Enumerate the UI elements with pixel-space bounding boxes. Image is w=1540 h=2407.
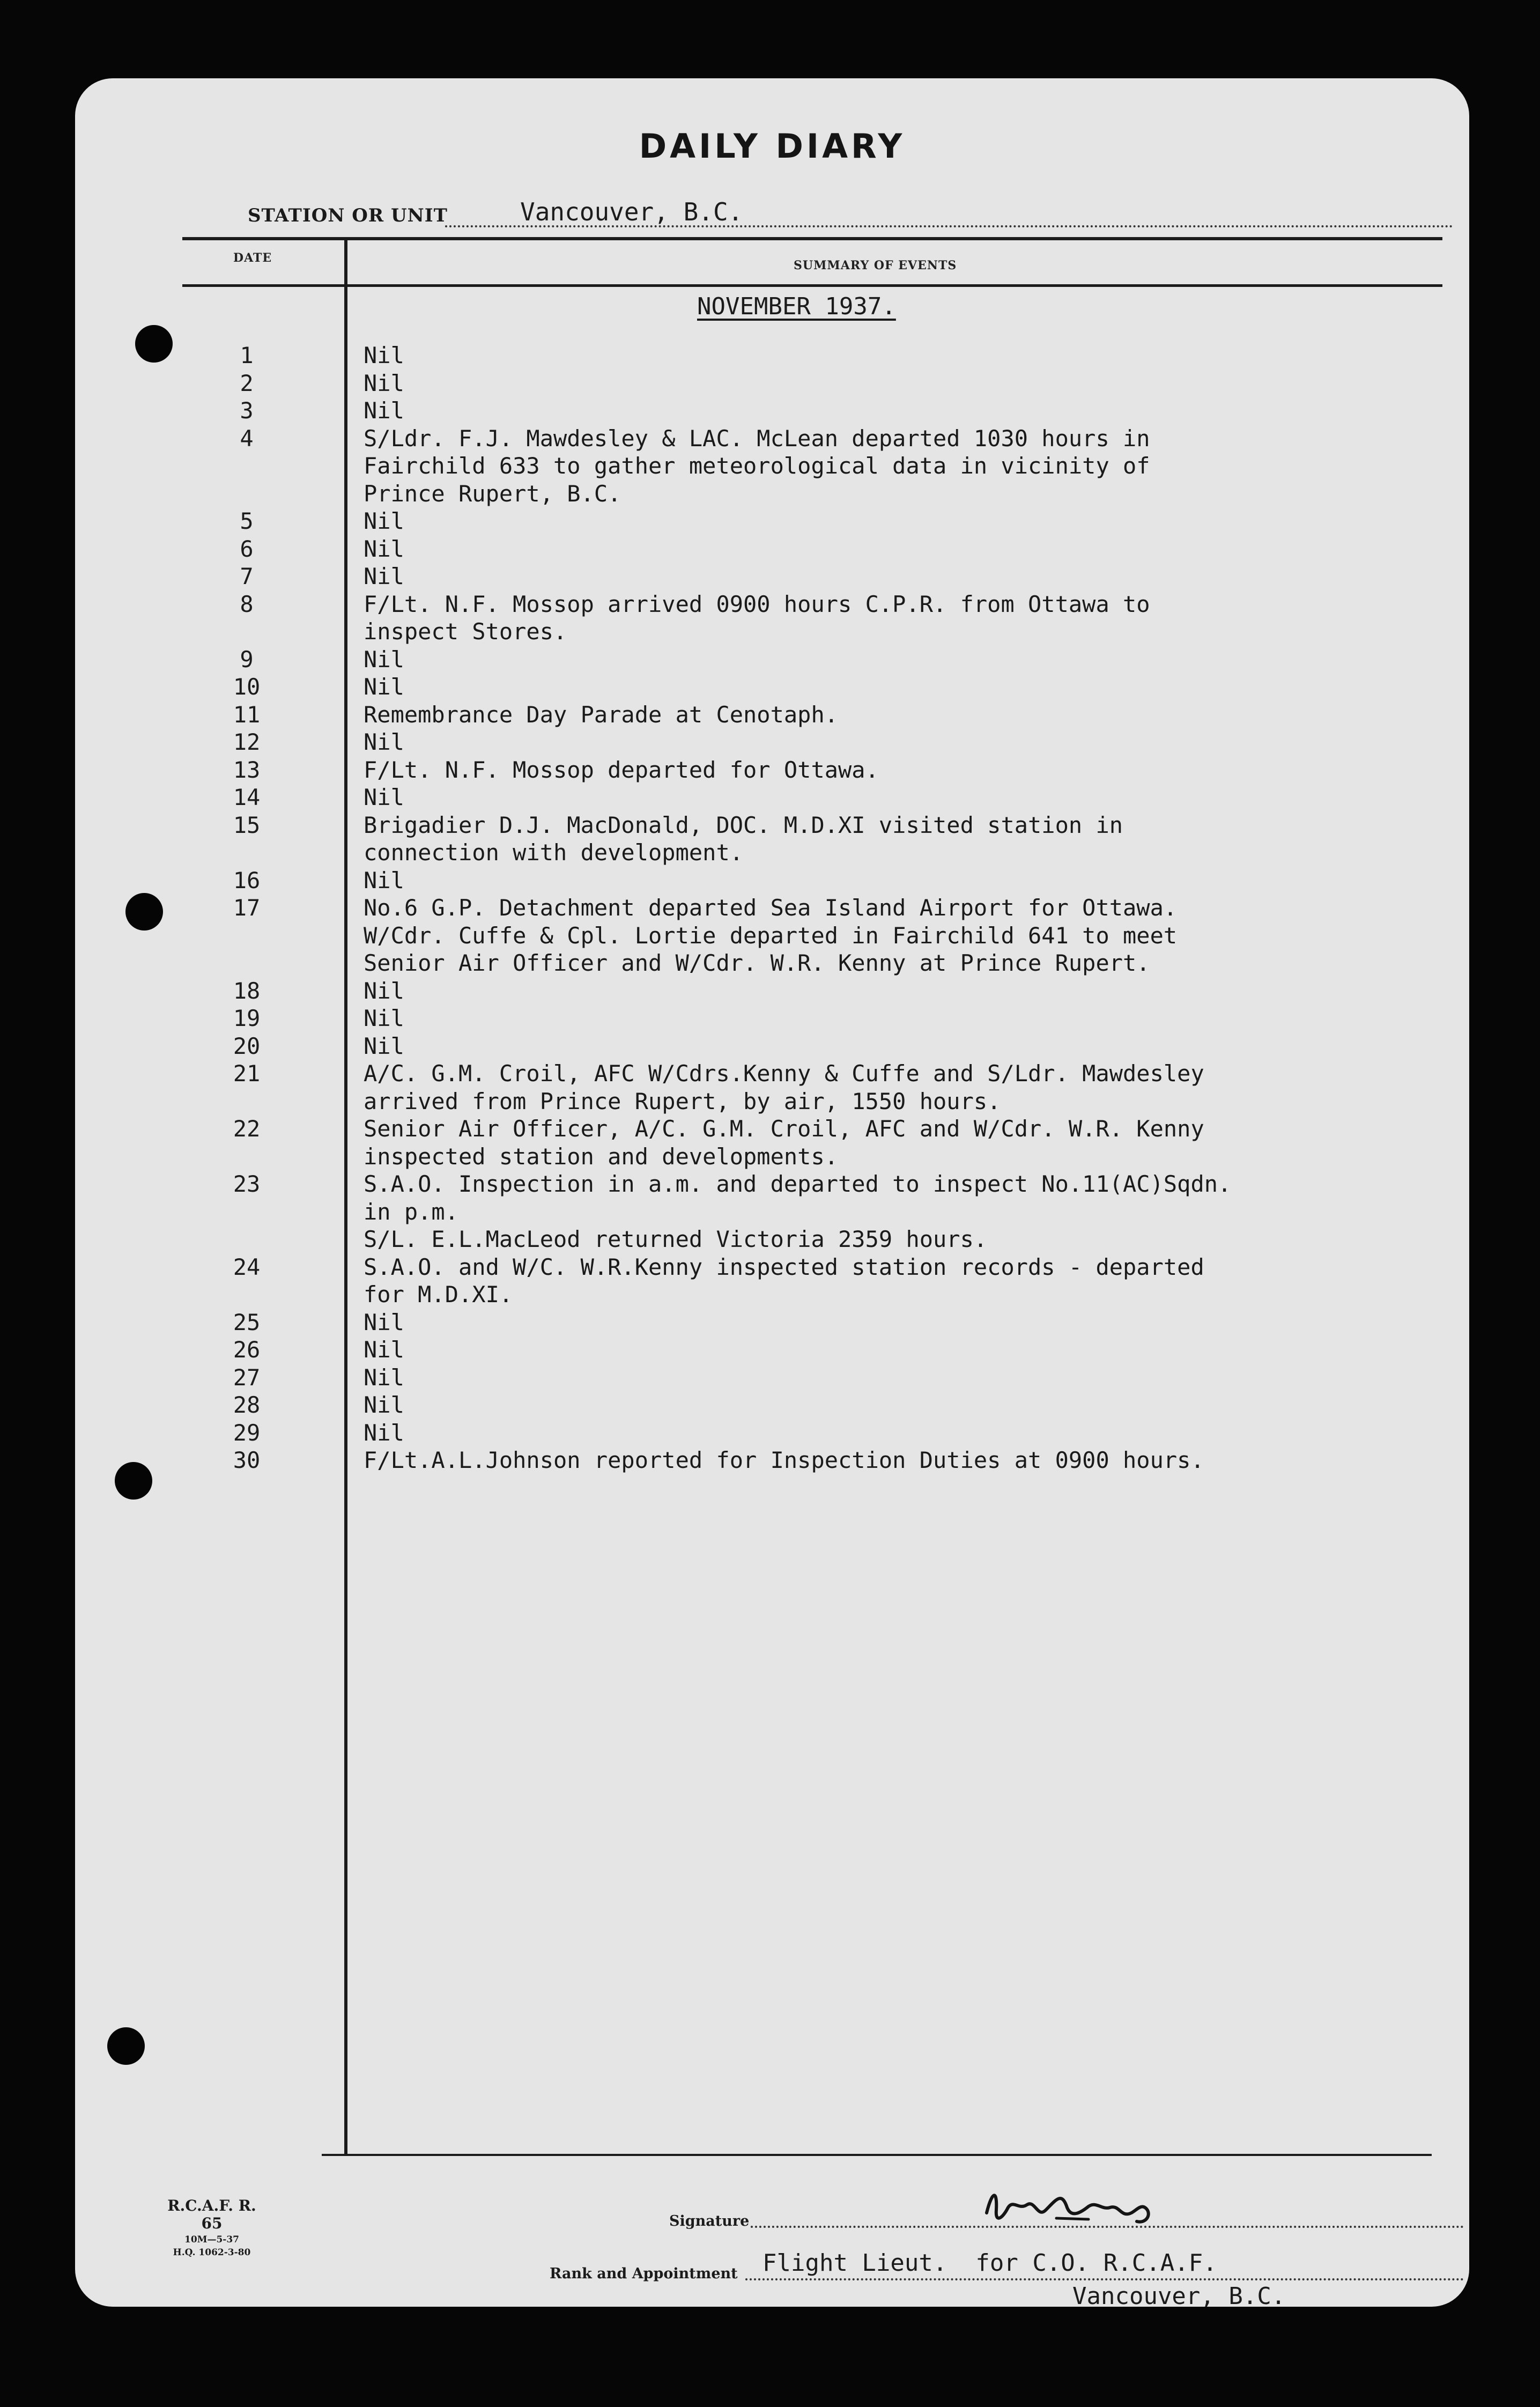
entry-date: 13 xyxy=(233,756,261,783)
entry-text-line: Brigadier D.J. MacDonald, DOC. M.D.XI visited station in xyxy=(364,811,1123,838)
entry-text-line: F/Lt. N.F. Mossop departed for Ottawa. xyxy=(364,756,879,783)
entry-text-line: S/Ldr. F.J. Mawdesley & LAC. McLean departed 1030 hours in xyxy=(364,425,1150,452)
entry-text-line: F/Lt.A.L.Johnson reported for Inspection Duties at 0900 hours. xyxy=(364,1447,1204,1473)
entry-date: 25 xyxy=(233,1309,261,1335)
rank-appointment-location: Vancouver, B.C. xyxy=(1072,2283,1286,2307)
entry-date: 29 xyxy=(233,1419,261,1446)
entry-text-line: Nil xyxy=(364,729,404,755)
entry-text-line: in p.m. xyxy=(364,1198,459,1225)
month-heading: NOVEMBER 1937. xyxy=(697,293,896,320)
entry-text-line: for M.D.XI. xyxy=(364,1281,513,1308)
entry-date: 30 xyxy=(233,1447,261,1473)
entry-text-line: Nil xyxy=(364,342,404,368)
entry-text-line: Nil xyxy=(364,563,404,589)
entry-date: 26 xyxy=(233,1337,261,1363)
entry-text-line: Nil xyxy=(364,1364,404,1391)
entry-text-line: Nil xyxy=(364,867,404,894)
entry-text-line: Nil xyxy=(364,1392,404,1418)
entry-date: 24 xyxy=(233,1253,261,1280)
entry-text-line: Nil xyxy=(364,1005,404,1031)
entry-text-line: inspected station and developments. xyxy=(364,1143,839,1170)
entry-text-line: A/C. G.M. Croil, AFC W/Cdrs.Kenny & Cuffe and S/Ldr. Mawdesley xyxy=(364,1060,1204,1087)
entry-text-line: Nil xyxy=(364,508,404,534)
entry-date: 8 xyxy=(240,590,254,617)
entry-text-line: Remembrance Day Parade at Cenotaph. xyxy=(364,701,839,728)
rank-appointment-value: Flight Lieut. for C.O. R.C.A.F. xyxy=(762,2249,1217,2277)
binder-hole xyxy=(115,1462,152,1500)
entry-date: 15 xyxy=(233,811,261,838)
entry-text-line: S/L. E.L.MacLeod returned Victoria 2359 hours. xyxy=(364,1226,988,1252)
entry-text-line: connection with development. xyxy=(364,839,744,866)
entry-text-line: inspect Stores. xyxy=(364,618,567,645)
entry-date: 9 xyxy=(240,646,254,673)
entry-text-line: Nil xyxy=(364,1337,404,1363)
entry-date: 10 xyxy=(233,674,261,700)
entry-text-line: Nil xyxy=(364,784,404,810)
entry-date: 28 xyxy=(233,1392,261,1418)
entry-text-line: S.A.O. and W/C. W.R.Kenny inspected station records - departed xyxy=(364,1253,1204,1280)
entry-text-line: Nil xyxy=(364,370,404,396)
entry-date: 7 xyxy=(240,563,254,589)
signature-label: Signature xyxy=(669,2213,750,2229)
rank-appointment-label: Rank and Appointment xyxy=(550,2265,738,2282)
entry-date: 27 xyxy=(233,1364,261,1391)
entry-text-line: Nil xyxy=(364,1032,404,1059)
station-label: STATION OR UNIT xyxy=(248,205,448,226)
binder-hole xyxy=(125,893,163,931)
form-number: R.C.A.F. R. 65 xyxy=(167,2197,256,2232)
diary-page xyxy=(75,78,1469,2307)
entry-text-line: Senior Air Officer and W/Cdr. W.R. Kenny at Prince Rupert. xyxy=(364,950,1150,976)
entry-date: 19 xyxy=(233,1005,261,1031)
entry-text-line: Prince Rupert, B.C. xyxy=(364,480,621,507)
entry-text-line: Nil xyxy=(364,1419,404,1446)
entry-text-line: F/Lt. N.F. Mossop arrived 0900 hours C.P.R. from Ottawa to xyxy=(364,590,1150,617)
form-print-code: 10M—5-37 xyxy=(184,2234,240,2245)
station-value: Vancouver, B.C. xyxy=(520,197,743,226)
entry-date: 17 xyxy=(233,895,261,921)
entry-text-line: W/Cdr. Cuffe & Cpl. Lortie departed in Fairchild 641 to meet xyxy=(364,922,1178,949)
entry-text-line: No.6 G.P. Detachment departed Sea Island Airport for Ottawa. xyxy=(364,895,1178,921)
entry-text-line: Nil xyxy=(364,397,404,424)
rank-dotted-line xyxy=(745,2278,1464,2280)
handwritten-signature xyxy=(976,2181,1180,2240)
entry-text-line: Nil xyxy=(364,646,404,673)
entry-date: 14 xyxy=(233,784,261,810)
entry-date: 1 xyxy=(240,342,254,368)
column-header-summary: SUMMARY OF EVENTS xyxy=(794,259,957,272)
entry-date: 18 xyxy=(233,977,261,1004)
entry-date: 22 xyxy=(233,1116,261,1142)
entry-text-line: Senior Air Officer, A/C. G.M. Croil, AFC and W/Cdr. W.R. Kenny xyxy=(364,1116,1204,1142)
binder-hole xyxy=(107,2027,145,2065)
entry-text-line: Fairchild 633 to gather meteorological data in vicinity of xyxy=(364,453,1150,479)
entry-text-line: Nil xyxy=(364,1309,404,1335)
entry-date: 12 xyxy=(233,729,261,755)
entry-text-line: arrived from Prince Rupert, by air, 1550 hours. xyxy=(364,1088,1001,1114)
diary-entries xyxy=(75,78,1469,2307)
column-header-date: DATE xyxy=(233,251,272,265)
entry-date: 6 xyxy=(240,535,254,562)
entry-text-line: S.A.O. Inspection in a.m. and departed to inspect No.11(AC)Sqdn. xyxy=(364,1171,1232,1197)
form-hq-code: H.Q. 1062-3-80 xyxy=(173,2247,251,2258)
entry-date: 2 xyxy=(240,370,254,396)
entry-text-line: Nil xyxy=(364,535,404,562)
binder-hole xyxy=(135,325,173,363)
entry-date: 5 xyxy=(240,508,254,534)
form-identifier xyxy=(156,2197,268,2258)
entry-date: 11 xyxy=(233,701,261,728)
entry-text-line: Nil xyxy=(364,674,404,700)
entry-date: 21 xyxy=(233,1060,261,1087)
page-title: DAILY DIARY xyxy=(639,127,906,166)
entry-date: 4 xyxy=(240,425,254,452)
entry-date: 16 xyxy=(233,867,261,894)
entry-date: 20 xyxy=(233,1032,261,1059)
entry-text-line: Nil xyxy=(364,977,404,1004)
entry-date: 3 xyxy=(240,397,254,424)
entry-date: 23 xyxy=(233,1171,261,1197)
